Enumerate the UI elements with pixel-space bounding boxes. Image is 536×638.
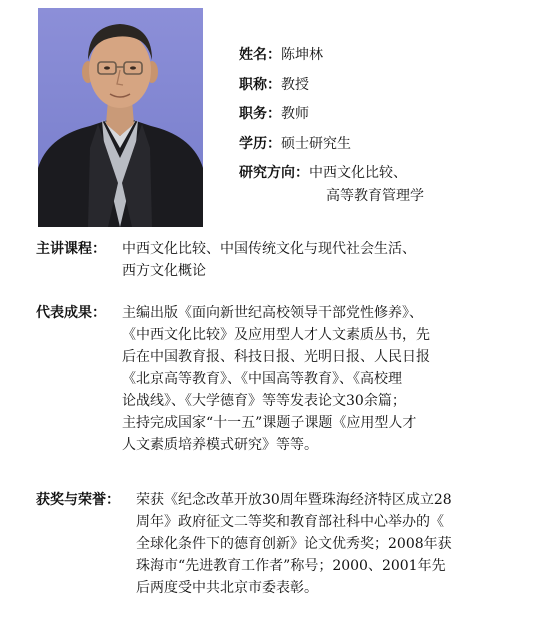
education-value: 硕士研究生 (281, 135, 351, 152)
position-label: 职务： (239, 106, 281, 122)
position-value: 教师 (281, 106, 309, 122)
awards-line: 周年》政府征文二等奖和教育部社科中心举办的《 (136, 514, 444, 530)
education-label: 学历： (239, 135, 281, 152)
courses-line: 西方文化概论 (122, 263, 206, 279)
name-row (239, 44, 424, 74)
achievements-line: 《中西文化比较》及应用型人才人文素质丛书，先 (122, 327, 430, 343)
title-row (239, 74, 424, 104)
title-value: 教授 (281, 76, 309, 93)
achievements-line: 主持完成国家“十一五”课题子课题《应用型人才 (122, 415, 417, 431)
title-label: 职称： (239, 76, 281, 93)
achievements-line: 后在中国教育报、科技日报、光明日报、人民日报 (122, 349, 430, 365)
achievements-line: 《北京高等教育》、《中国高等教育》、《高校理 (122, 371, 402, 387)
awards-body (136, 489, 452, 599)
achievements-label: 代表成果： (36, 305, 106, 321)
awards-line: 荣获《纪念改革开放30周年暨珠海经济特区成立28 (136, 492, 452, 508)
profile-info (239, 44, 424, 207)
achievements-section (36, 302, 516, 462)
profile-photo (38, 8, 203, 227)
achievements-body (122, 302, 430, 456)
awards-line: 全球化条件下的德育创新》论文优秀奖；2008年获 (136, 536, 452, 552)
awards-line: 后两度受中共北京市委表彰。 (136, 580, 318, 596)
achievements-line: 论战线》、《大学德育》等等发表论文30余篇； (122, 393, 406, 409)
position-row (239, 103, 424, 133)
name-value: 陈坤林 (281, 47, 323, 63)
achievements-line: 人文素质培养模式研究》等等。 (122, 437, 318, 453)
awards-section (36, 489, 526, 609)
name-label: 姓名： (239, 47, 281, 63)
awards-label: 获奖与荣誉： (36, 492, 120, 508)
portrait-illustration (38, 8, 203, 227)
courses-label: 主讲课程： (36, 241, 106, 257)
awards-line: 珠海市“先进教育工作者”称号；2000、2001年先 (136, 558, 446, 574)
courses-line: 中西文化比较、中国传统文化与现代社会生活、 (122, 241, 416, 257)
research-label: 研究方向： (239, 165, 309, 181)
courses-section (36, 238, 516, 286)
education-row (239, 133, 424, 163)
research-value-line-2: 高等教育管理学 (326, 187, 424, 204)
courses-body (122, 238, 416, 282)
research-value-line-1: 中西文化比较、 (309, 165, 407, 181)
achievements-line: 主编出版《面向新世纪高校领导干部党性修养》、 (122, 305, 423, 321)
